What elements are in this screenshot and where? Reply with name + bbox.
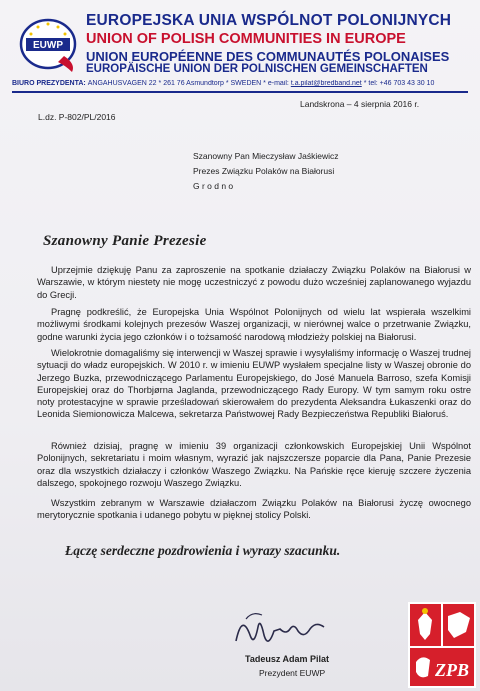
watermark-text: ZPB [435,660,469,680]
reference-number: L.dz. P-802/PL/2016 [38,112,116,122]
recipient-line-1: Szanowny Pan Mieczysław Jaśkiewicz [193,151,339,161]
letterhead-address [12,80,468,87]
closing-line: Łączę serdeczne pozdrowienia i wyrazy szacunku. [65,543,341,558]
org-name-english: UNION OF POLISH COMMUNITIES IN EUROPE [86,31,406,47]
phone-text: * tel: +46 703 43 30 10 [363,80,435,87]
office-label: BIURO PREZYDENTA: [12,80,86,87]
address-text: ÄNGAHUSVÄGEN 22 * 261 76 Asmundtorp * SWEDEN * e-mail: [87,80,289,87]
header-rule [12,91,468,93]
signatory-title: Prezydent EUWP [259,668,326,678]
org-name-polish: EUROPEJSKA UNIA WSPÓLNOT POLONIJNYCH [86,12,452,29]
paragraph-1: Uprzejmie dziękuję Panu za zaproszenie na spotkanie działaczy Związku Polaków na Białorusi w Warszawie, w którym niestety nie mogę uczestniczyć z powodu dużo wcześniej zaplanowanego wyjazdu do Grecji. [37,265,471,300]
paragraph-5: Wszystkim zebranym w Warszawie działaczom Związku Polaków na Białorusi życzę owocnego merytorycznie spotkania i udanego pobytu w pięknej stolicy Polski. [37,498,471,521]
zpb-watermark-badge [408,602,476,688]
paragraph-3: Wielokrotnie domagaliśmy się interwencji w Waszej sprawie i wysyłaliśmy informację o Waszej trudnej sytuacji do władz europejskich. W 2010 r. w imieniu EUWP wysłałem specjalne listy w Waszej obronie do Jerzego Buzka, przewodniczącego Parlamentu Europejskiego, do José Manuela Barroso, szefa Komisji Europejskiej oraz do Thorbjørna Jaglanda, przewodniczącego Rady Europy. W tym samym roku ostre noty protestacyjne w sprawie prześladowań skierowałem do prezydenta Aleksandra Łukaszenki oraz do Leonida Siemionowicza Malcewa, sekretarza Państwowej Rady Bezpieczeństwa Republiki Białoruś. [37,348,471,420]
salutation: Szanowny Panie Prezesie [43,233,207,249]
place-date: Landskrona – 4 sierpnia 2016 r. [300,99,420,109]
handwritten-signature [228,605,338,653]
email-link[interactable]: t.a.pilat@bredband.net [290,80,362,87]
org-name-german: EUROPÄISCHE UNION DER POLNISCHEN GEMEINSCHAFTEN [86,63,428,75]
org-name-french: UNION EUROPÉENNE DES COMMUNAUTÉS POLONAISES [86,49,450,64]
signatory-name: Tadeusz Adam Pilat [245,654,330,664]
logo-text: EUWP [33,40,63,51]
euwp-logo [18,16,80,74]
paragraph-4: Również dzisiaj, pragnę w imieniu 39 organizacji członkowskich Europejskiej Unii Wspólnot Polonijnych, sekretariatu i moim własnym, wyrazić jak najszczersze poparcie dla Pana, Panie Prezesie oraz dla wszystkich działaczy i członków Waszego Związku. Na Pańskie ręce kieruję szczere życzenia dalszego, spokojnego rozwoju Waszego Związku. [37,441,471,488]
paragraph-2: Pragnę podkreślić, że Europejska Unia Wspólnot Polonijnych od wielu lat wspierała wszelkimi możliwymi środkami kolejnych prezesów Waszej organizacji, w nierównej walce o przetrwanie Związku, godne warunki życia jego członków i o tożsamość narodową młodzieży polskiej na Białorusi. [37,307,471,342]
recipient-line-2: Prezes Związku Polaków na Białorusi [193,166,335,176]
recipient-line-3: G r o d n o [193,181,234,191]
